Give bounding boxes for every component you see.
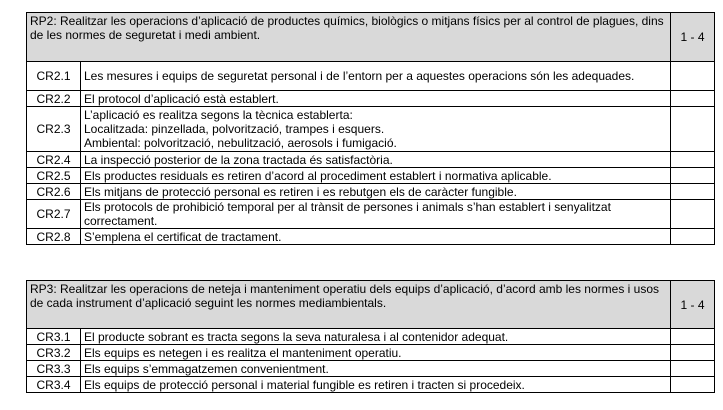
criterion-code: CR3.3 <box>27 361 81 377</box>
criterion-score-cell <box>671 152 715 168</box>
table-row <box>27 377 715 393</box>
criterion-text: Els equips es netegen i es realitza el manteniment operatiu. <box>81 345 671 361</box>
table-row <box>27 168 715 184</box>
table-row <box>27 184 715 200</box>
criterion-text: S’emplena el certificat de tractament. <box>81 229 671 245</box>
criterion-text: El producte sobrant es tracta segons la seva naturalesa i al contenidor adequat. <box>81 329 671 345</box>
criterion-text: Els equips de protecció personal i material fungible es retiren i tracten si procedeix. <box>81 377 671 393</box>
criterion-score-cell <box>671 329 715 345</box>
criterion-text: Els equips s’emmagatzemen convenientment. <box>81 361 671 377</box>
criterion-score-cell <box>671 361 715 377</box>
criterion-score-cell <box>671 107 715 152</box>
rp3-header-row <box>27 281 715 329</box>
criterion-score-cell <box>671 91 715 107</box>
criterion-text: El protocol d’aplicació està establert. <box>81 91 671 107</box>
criterion-code: CR2.1 <box>27 62 81 91</box>
table-row <box>27 152 715 168</box>
criterion-code: CR2.3 <box>27 107 81 152</box>
criterion-text: La inspecció posterior de la zona tractada és satisfactòria. <box>81 152 671 168</box>
criterion-score-cell <box>671 168 715 184</box>
criterion-score-cell <box>671 184 715 200</box>
rp2-range: 1 - 4 <box>671 13 715 62</box>
table-row <box>27 62 715 91</box>
criterion-code: CR2.8 <box>27 229 81 245</box>
criterion-code: CR3.1 <box>27 329 81 345</box>
criterion-score-cell <box>671 377 715 393</box>
rp3-table <box>26 280 715 393</box>
criterion-code: CR3.2 <box>27 345 81 361</box>
table-row <box>27 361 715 377</box>
table-row <box>27 200 715 229</box>
criterion-score-cell <box>671 229 715 245</box>
rp3-range: 1 - 4 <box>671 281 715 329</box>
table-row <box>27 229 715 245</box>
criterion-code: CR2.6 <box>27 184 81 200</box>
criterion-text: L’aplicació es realitza segons la tècnica establerta: Localitzada: pinzellada, polvorització, trampes i esquers. Ambiental: polvorització, nebulització, aerosols i fumigació. <box>81 107 671 152</box>
criterion-code: CR2.2 <box>27 91 81 107</box>
rp2-header-row <box>27 13 715 62</box>
table-row <box>27 107 715 152</box>
criterion-code: CR2.4 <box>27 152 81 168</box>
criterion-score-cell <box>671 345 715 361</box>
criterion-code: CR3.4 <box>27 377 81 393</box>
criterion-text: Els mitjans de protecció personal es retiren i es rebutgen els de caràcter fungible. <box>81 184 671 200</box>
table-row <box>27 91 715 107</box>
criterion-code: CR2.5 <box>27 168 81 184</box>
rp2-table <box>26 12 715 245</box>
criterion-score-cell <box>671 200 715 229</box>
criterion-code: CR2.7 <box>27 200 81 229</box>
rp3-title: RP3: Realitzar les operacions de neteja i manteniment operatiu dels equips d’aplicació, d’acord amb les normes i usos de cada instrument d’aplicació seguint les normes mediambientals. <box>27 281 671 329</box>
table-row <box>27 329 715 345</box>
criterion-text: Els productes residuals es retiren d’acord al procediment establert i normativa aplicable. <box>81 168 671 184</box>
table-row <box>27 345 715 361</box>
rp2-title: RP2: Realitzar les operacions d’aplicació de productes químics, biològics o mitjans físics per al control de plagues, dins de les normes de seguretat i medi ambient. <box>27 13 671 62</box>
criterion-text: Les mesures i equips de seguretat personal i de l’entorn per a aquestes operacions són les adequades. <box>81 62 671 91</box>
criterion-text: Els protocols de prohibició temporal per al trànsit de persones i animals s’han establert i senyalitzat correctament. <box>81 200 671 229</box>
criterion-score-cell <box>671 62 715 91</box>
